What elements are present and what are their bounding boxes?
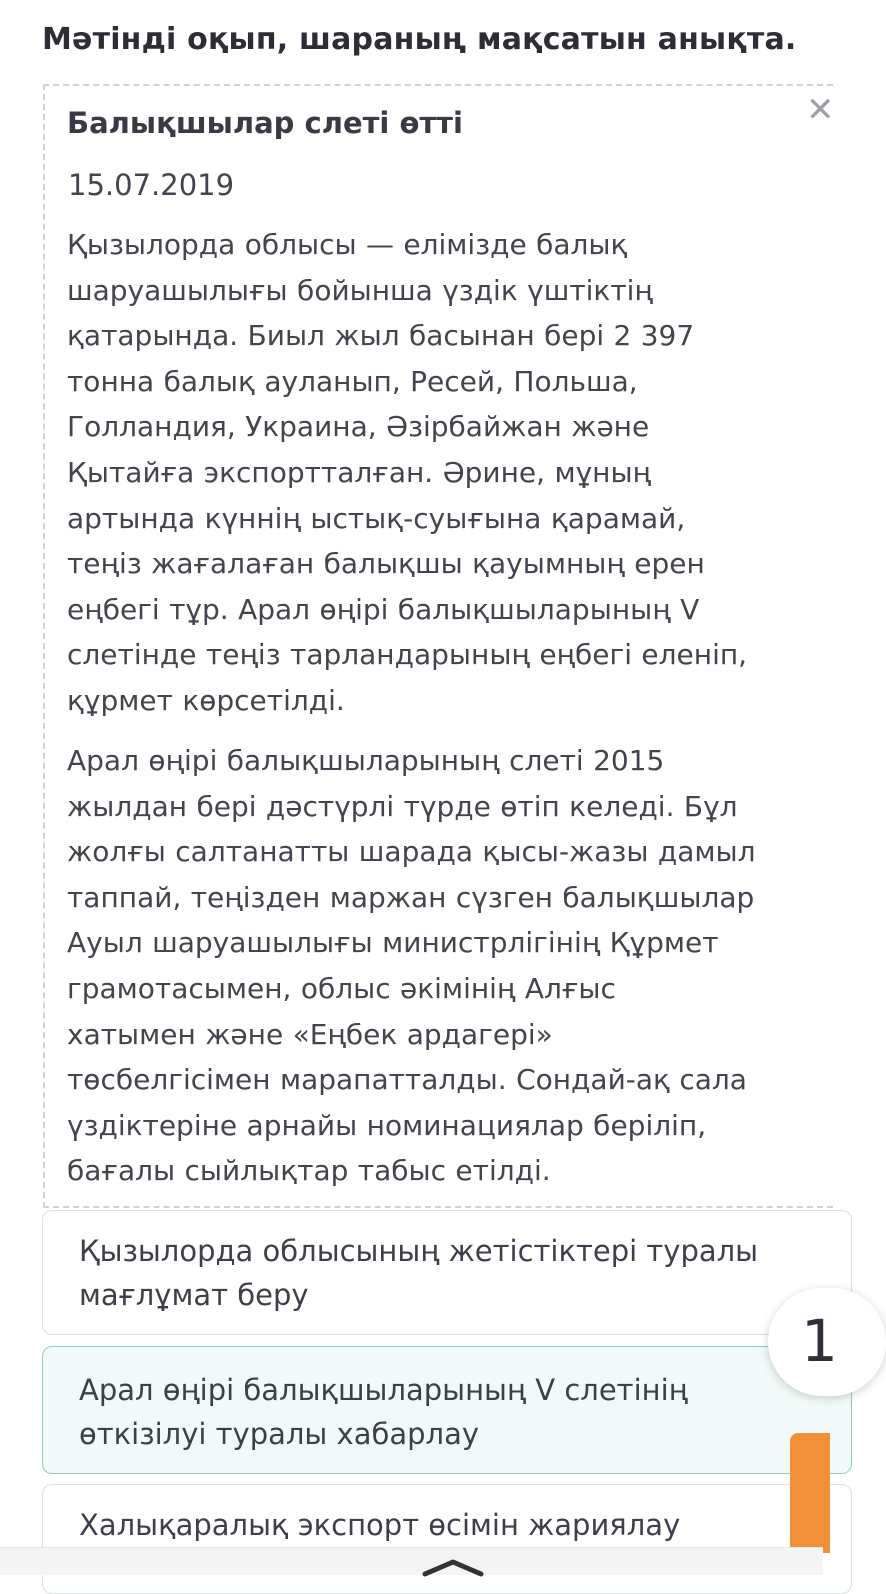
answer-option-text: Халықаралық экспорт өсімін жариялау — [79, 1508, 681, 1542]
question-number: 1 — [801, 1307, 838, 1375]
passage-date: 15.07.2019 — [68, 168, 235, 202]
answer-option-1[interactable] — [42, 1210, 852, 1335]
paragraph-line: Арал өңірі балықшыларының слеті 2015 — [67, 744, 665, 777]
passage-heading: Балықшылар слеті өтті — [67, 106, 463, 140]
paragraph-line: Ауыл шаруашылығы министрлігінің Құрмет — [67, 926, 719, 960]
paragraph-line: жылдан бері дәстүрлі түрде өтіп келеді. Бұл — [67, 789, 738, 823]
submit-button[interactable] — [790, 1433, 830, 1553]
question-title: Мәтінді оқып, шараның мақсатын анықта. — [42, 22, 797, 57]
paragraph-line: хатымен және «Еңбек ардагері» — [67, 1017, 553, 1051]
paragraph-line: грамотасымен, облыс әкімінің Алғыс — [67, 971, 616, 1005]
paragraph-line: еңбегі тұр. Арал өңірі балықшыларының V — [67, 592, 700, 626]
bottom-bar — [0, 1547, 823, 1575]
answer-option-text: Арал өңірі балықшыларының V слетінің — [79, 1373, 688, 1407]
chevron-up-icon[interactable] — [417, 1558, 489, 1574]
paragraph-line: таппай, теңізден маржан сүзген балықшылар — [67, 880, 755, 914]
passage-paragraph-1 — [67, 222, 807, 724]
answer-option-text: Қызылорда облысының жетістіктері туралы — [79, 1234, 759, 1268]
answer-option-text: өткізілуі туралы хабарлау — [79, 1417, 480, 1451]
answer-option-2-selected[interactable] — [42, 1346, 852, 1474]
paragraph-line: төсбелгісімен марапатталды. Сондай-ақ сала — [67, 1063, 747, 1097]
close-icon[interactable]: ✕ — [806, 90, 835, 130]
paragraph-line: жолғы салтанатты шарада қысы-жазы дамыл — [67, 835, 756, 869]
paragraph-line: Қызылорда облысы — елімізде балық — [67, 228, 628, 261]
paragraph-line: теңіз жағалаған балықшы қауымның ерен — [67, 547, 705, 581]
paragraph-line: қатарында. Биыл жыл басынан бері 2 397 — [67, 319, 695, 353]
paragraph-line: Голландия, Украина, Әзірбайжан және — [67, 410, 650, 444]
paragraph-line: Қытайға экспортталған. Әрине, мұның — [67, 455, 652, 489]
paragraph-line: слетінде теңіз тарландарының еңбегі еленіп, — [67, 638, 748, 672]
paragraph-line: үздіктеріне арнайы номинациялар беріліп, — [67, 1108, 707, 1142]
answer-option-text: мағлұмат беру — [79, 1278, 309, 1312]
paragraph-line: артында күннің ыстық-суығына қарамай, — [67, 501, 686, 535]
paragraph-line: құрмет көрсетілді. — [67, 683, 345, 717]
passage-paragraph-2 — [67, 738, 807, 1194]
paragraph-line: бағалы сыйлықтар табыс етілді. — [67, 1154, 551, 1188]
paragraph-line: шаруашылығы бойынша үздік үштіктің — [67, 273, 653, 307]
paragraph-line: тонна балық ауланып, Ресей, Польша, — [67, 364, 638, 398]
answer-option-3[interactable] — [42, 1484, 852, 1594]
question-number-badge[interactable] — [768, 1288, 886, 1396]
